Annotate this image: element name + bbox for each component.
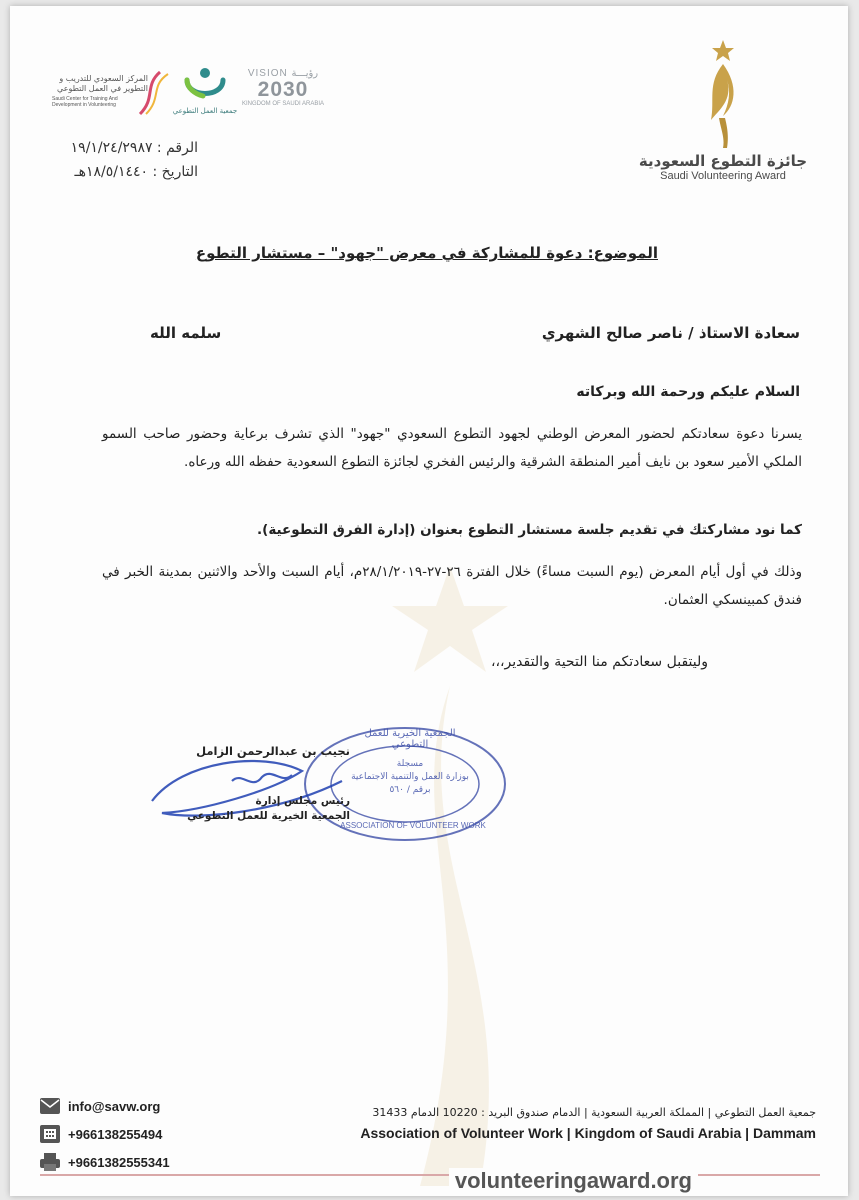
footer-email[interactable]: info@savw.org	[68, 1098, 161, 1114]
award-torch-icon	[693, 40, 753, 150]
letter-closing: وليتقبل سعادتكم منا التحية والتقدير،،،	[491, 654, 708, 670]
stamp-outer-arabic: الجمعية الخيرية للعمل التطوعي	[364, 728, 456, 750]
footer-address-english: Association of Volunteer Work | Kingdom of Saudi Arabia | Dammam	[360, 1125, 816, 1141]
letter-subject: الموضوع: دعوة للمشاركة في معرض "جهود" – مستشار التطوع	[195, 244, 658, 262]
fax-icon	[40, 1153, 60, 1171]
addressee-salutation: سلمه الله	[150, 324, 222, 342]
footer-fax[interactable]: +9661382555341	[68, 1154, 170, 1170]
vision-2030-logo	[238, 68, 328, 107]
stamp-outer-english: ASSOCIATION OF VOLUNTEER WORK	[340, 821, 486, 830]
vision-label: VISION	[247, 68, 288, 79]
reference-number: الرقم : ١٩/١/٢٤/٢٩٨٧	[70, 140, 198, 156]
reference-date: التاريخ : ١٨/٥/١٤٤٠هـ	[74, 164, 198, 180]
footer-phone-row	[40, 1120, 240, 1148]
volunteer-logo-label: جمعية العمل التطوعي	[172, 107, 238, 115]
reference-block	[58, 136, 198, 184]
signatory-name: نجيب بن عبدالرحمن الزامل	[196, 744, 350, 758]
award-name-arabic: جائزة التطوع السعودية	[638, 152, 808, 170]
footer-phone[interactable]: +966138255494	[68, 1126, 163, 1142]
letter-paragraph-1: يسرنا دعوة سعادتكم لحضور المعرض الوطني لجهود التطوع السعودي "جهود" الذي تشرف برعاية وحضور صاحب السمو الملكي الأمير سعود بن نايف أمير المنطقة الشرقية والرئيس الفخري لجائزة التطوع السعودية حفظه الله ورعاه.	[102, 426, 802, 470]
signatory-title-line-2: الجمعية الخيرية للعمل التطوعي	[187, 810, 350, 822]
center-ribbon-icon	[136, 68, 176, 118]
phone-icon	[40, 1125, 60, 1143]
letter-sheet	[10, 6, 848, 1196]
vision-kingdom: KINGDOM OF SAUDI ARABIA	[241, 101, 324, 107]
signatory-title	[160, 794, 350, 824]
stamp-inner-line-1: مسجلة	[396, 759, 424, 769]
letter-paragraph-3: وذلك في أول أيام المعرض (يوم السبت مساءً) خلال الفترة ٢٦-٢٧-٢٨/١/٢٠١٩م، أيام السبت والأحد والاثنين بمدينة الخبر في فندق كمبينسكي العثمان.	[102, 564, 802, 608]
saudi-volunteering-award-logo	[638, 40, 808, 182]
center-name-english: Saudi Center for Training And Development in Volunteering	[52, 96, 118, 108]
volunteer-smile-icon	[183, 66, 227, 102]
award-name-english: Saudi Volunteering Award	[660, 170, 786, 182]
vision-label-arabic: رؤيـــة	[291, 68, 319, 79]
signature-block	[160, 744, 350, 824]
center-name-arabic: المركز السعودي للتدريب و التطوير في العمل التطوعي	[57, 74, 148, 93]
volunteer-association-logo	[170, 66, 240, 115]
footer-website[interactable]: volunteeringaward.org	[449, 1168, 698, 1194]
letter-greeting: السلام عليكم ورحمة الله وبركاته	[576, 384, 800, 400]
letter-paragraph-2: كما نود مشاركتك في تقديم جلسة مستشار التطوع بعنوان (إدارة الفرق التطوعية).	[257, 522, 802, 538]
signatory-title-line-1: رئيس مجلس إدارة	[255, 795, 350, 807]
footer-fax-row	[40, 1148, 240, 1176]
saudi-center-logo	[52, 74, 148, 108]
footer-address-arabic: جمعية العمل التطوعي | المملكة العربية السعودية | الدمام صندوق البريد : 10220 الدمام 31433	[372, 1106, 816, 1119]
letter-addressee: سعادة الاستاذ / ناصر صالح الشهري	[541, 324, 800, 342]
stamp-inner-line-3: برقم / ٥٦٠	[389, 785, 431, 795]
footer-contacts	[40, 1092, 240, 1176]
stamp-inner-line-2: بوزارة العمل والتنمية الاجتماعية	[351, 772, 469, 782]
footer-divider	[40, 1174, 820, 1176]
vision-year: 2030	[257, 78, 309, 101]
mail-icon	[40, 1098, 60, 1114]
footer-email-row	[40, 1092, 240, 1120]
footer-address	[346, 1106, 816, 1141]
